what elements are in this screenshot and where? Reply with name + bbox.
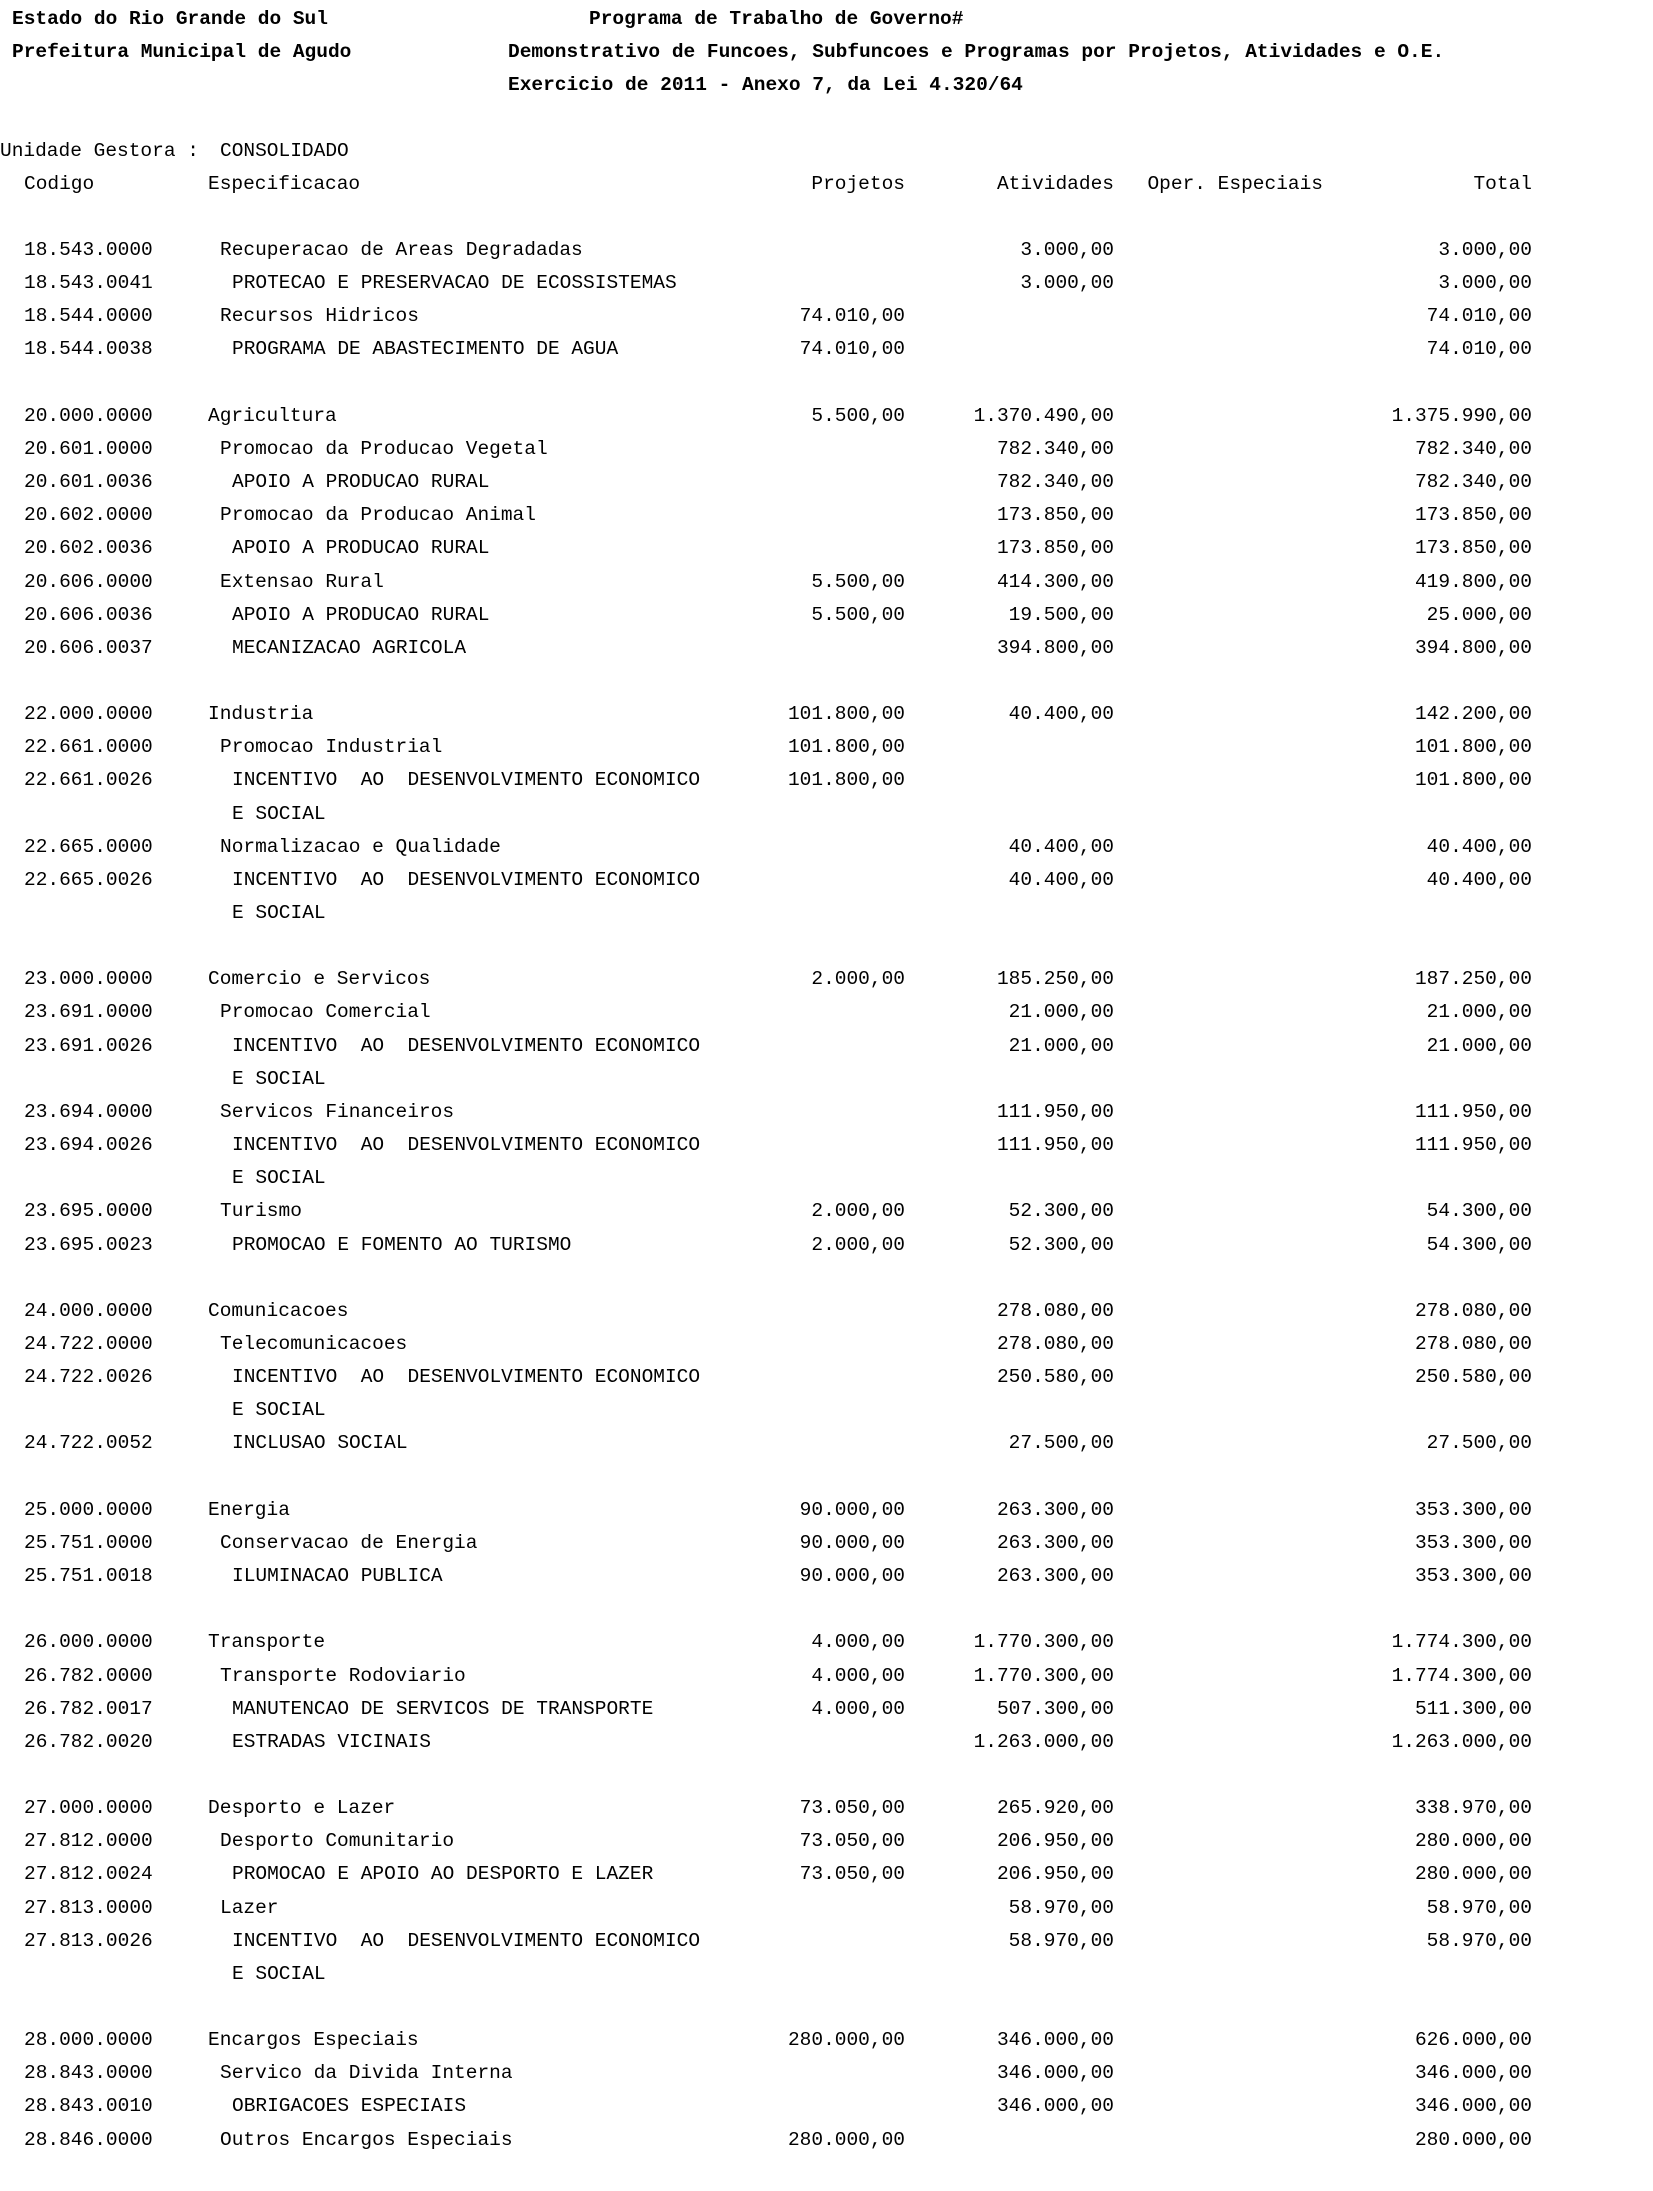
row-projects: 5.500,00 [811, 404, 905, 427]
row-projects: 2.000,00 [811, 1200, 905, 1223]
row-code: 20.606.0037 [24, 636, 153, 659]
row-spec: Desporto e Lazer [208, 1797, 396, 1819]
row-activities: 346.000,00 [996, 2062, 1114, 2085]
row-spec: Promocao da Producao Vegetal [220, 437, 548, 460]
row-code: 28.000.0000 [24, 2029, 153, 2052]
row-spec: OBRIGACOES ESPECIAIS [232, 2095, 467, 2118]
row-total: 25.000,00 [1426, 603, 1532, 626]
row-total: 353.300,00 [1414, 1498, 1532, 1521]
row-activities: 111.950,00 [996, 1134, 1114, 1156]
row-projects: 90.000,00 [799, 1498, 905, 1521]
row-projects: 4.000,00 [811, 1697, 905, 1720]
column-header-code: Codigo [24, 173, 95, 195]
row-activities: 27.500,00 [1008, 1432, 1114, 1455]
table-row [0, 305, 1653, 338]
row-code: 23.691.0026 [24, 1034, 153, 1057]
table-row [0, 571, 1653, 604]
row-spec: E SOCIAL [232, 1167, 326, 1190]
row-spec: INCENTIVO AO DESENVOLVIMENTO ECONOMICO [232, 769, 701, 792]
row-total: 280.000,00 [1414, 1863, 1532, 1886]
row-code: 20.601.0000 [24, 437, 153, 460]
row-code: 20.606.0000 [24, 570, 153, 593]
table-row [0, 1565, 1653, 1598]
row-spec: PROMOCAO E FOMENTO AO TURISMO [232, 1233, 572, 1256]
row-spec: INCENTIVO AO DESENVOLVIMENTO ECONOMICO [232, 1034, 701, 1057]
row-spec: Encargos Especiais [208, 2029, 419, 2052]
row-activities: 1.770.300,00 [973, 1631, 1114, 1654]
row-total: 187.250,00 [1414, 968, 1532, 991]
row-spec: ESTRADAS VICINAIS [232, 1730, 431, 1753]
row-total: 27.500,00 [1426, 1432, 1532, 1455]
row-activities: 263.300,00 [996, 1498, 1114, 1521]
table-row [0, 836, 1653, 869]
row-code: 23.694.0026 [24, 1134, 153, 1156]
row-spec: INCENTIVO AO DESENVOLVIMENTO ECONOMICO [232, 1929, 701, 1952]
row-activities: 414.300,00 [996, 570, 1114, 593]
row-projects: 2.000,00 [811, 968, 905, 991]
row-total: 626.000,00 [1414, 2029, 1532, 2052]
row-activities: 394.800,00 [996, 636, 1114, 659]
row-code: 20.601.0036 [24, 471, 153, 493]
column-header-activities: Atividades [996, 173, 1114, 195]
row-code: 26.782.0000 [24, 1664, 153, 1687]
row-code: 27.000.0000 [24, 1797, 153, 1819]
row-code: 28.843.0010 [24, 2095, 153, 2118]
row-spec: PROMOCAO E APOIO AO DESPORTO E LAZER [232, 1863, 654, 1886]
row-code: 20.602.0000 [24, 504, 153, 527]
row-spec: Promocao Comercial [220, 1001, 431, 1024]
row-activities: 782.340,00 [996, 437, 1114, 460]
table-row [0, 1035, 1653, 1068]
table-row [0, 1863, 1653, 1896]
row-total: 1.375.990,00 [1391, 404, 1532, 427]
table-row [0, 1333, 1653, 1366]
table-row [0, 1001, 1653, 1034]
row-activities: 185.250,00 [996, 968, 1114, 991]
table-row [0, 2062, 1653, 2095]
row-projects: 73.050,00 [799, 1797, 905, 1819]
table-row [0, 1432, 1653, 1465]
row-spec: Agricultura [208, 404, 337, 427]
row-activities: 40.400,00 [1008, 835, 1114, 858]
row-activities: 21.000,00 [1008, 1001, 1114, 1024]
table-row [0, 1399, 1653, 1432]
row-projects: 4.000,00 [811, 1631, 905, 1654]
row-spec: MANUTENCAO DE SERVICOS DE TRANSPORTE [232, 1697, 654, 1720]
row-total: 173.850,00 [1414, 504, 1532, 527]
row-code: 28.846.0000 [24, 2128, 153, 2151]
row-total: 173.850,00 [1414, 537, 1532, 560]
row-activities: 278.080,00 [996, 1333, 1114, 1355]
row-total: 111.950,00 [1414, 1134, 1532, 1156]
row-code: 20.000.0000 [24, 404, 153, 427]
row-activities: 346.000,00 [996, 2029, 1114, 2052]
row-spec: INCENTIVO AO DESENVOLVIMENTO ECONOMICO [232, 1134, 701, 1156]
table-row [0, 1101, 1653, 1134]
row-total: 101.800,00 [1414, 736, 1532, 759]
row-activities: 19.500,00 [1008, 603, 1114, 626]
row-spec: APOIO A PRODUCAO RURAL [232, 471, 490, 493]
table-row [0, 902, 1653, 935]
report-subtitle: Demonstrativo de Funcoes, Subfuncoes e Programas por Projetos, Atividades e O.E. [508, 41, 1445, 63]
row-code: 26.782.0020 [24, 1730, 153, 1753]
table-row [0, 405, 1653, 438]
row-projects: 2.000,00 [811, 1233, 905, 1256]
row-code: 23.694.0000 [24, 1100, 153, 1123]
row-total: 278.080,00 [1414, 1333, 1532, 1355]
row-code: 23.000.0000 [24, 968, 153, 991]
row-spec: Promocao Industrial [220, 736, 443, 759]
table-row [0, 1167, 1653, 1200]
row-spec: INCLUSAO SOCIAL [232, 1432, 408, 1455]
table-row [0, 736, 1653, 769]
row-total: 353.300,00 [1414, 1565, 1532, 1587]
row-activities: 52.300,00 [1008, 1200, 1114, 1223]
row-total: 280.000,00 [1414, 2128, 1532, 2151]
row-spec: E SOCIAL [232, 802, 326, 825]
row-spec: Servicos Financeiros [220, 1100, 455, 1123]
table-row [0, 1963, 1653, 1996]
table-row [0, 438, 1653, 471]
table-row [0, 1200, 1653, 1233]
table-row [0, 1797, 1653, 1830]
row-spec: E SOCIAL [232, 1067, 326, 1090]
table-row [0, 338, 1653, 371]
row-total: 40.400,00 [1426, 868, 1532, 891]
row-projects: 4.000,00 [811, 1664, 905, 1687]
row-code: 22.000.0000 [24, 703, 153, 726]
row-code: 26.782.0017 [24, 1697, 153, 1720]
state-name: Estado do Rio Grande do Sul [12, 8, 328, 30]
row-code: 27.813.0026 [24, 1929, 153, 1952]
row-projects: 90.000,00 [799, 1531, 905, 1554]
table-row [0, 2029, 1653, 2062]
table-row [0, 1499, 1653, 1532]
row-projects: 73.050,00 [799, 1830, 905, 1853]
row-activities: 173.850,00 [996, 504, 1114, 527]
row-code: 26.000.0000 [24, 1631, 153, 1654]
row-spec: Recuperacao de Areas Degradadas [220, 239, 583, 261]
row-code: 25.000.0000 [24, 1498, 153, 1521]
row-spec: Telecomunicacoes [220, 1333, 408, 1355]
row-activities: 52.300,00 [1008, 1233, 1114, 1256]
row-spec: E SOCIAL [232, 1399, 326, 1422]
row-projects: 5.500,00 [811, 603, 905, 626]
row-activities: 782.340,00 [996, 471, 1114, 493]
table-row [0, 968, 1653, 1001]
row-spec: Comunicacoes [208, 1299, 349, 1322]
row-code: 22.665.0000 [24, 835, 153, 858]
table-row [0, 471, 1653, 504]
row-activities: 1.263.000,00 [973, 1730, 1114, 1753]
row-spec: Servico da Divida Interna [220, 2062, 513, 2085]
table-row [0, 869, 1653, 902]
row-total: 74.010,00 [1426, 338, 1532, 361]
row-total: 1.774.300,00 [1391, 1664, 1532, 1687]
row-total: 1.263.000,00 [1391, 1730, 1532, 1753]
row-total: 74.010,00 [1426, 305, 1532, 328]
table-row [0, 504, 1653, 537]
row-code: 25.751.0018 [24, 1565, 153, 1587]
row-total: 346.000,00 [1414, 2095, 1532, 2118]
table-row [0, 2095, 1653, 2128]
row-activities: 21.000,00 [1008, 1034, 1114, 1057]
table-row [0, 1300, 1653, 1333]
row-code: 27.813.0000 [24, 1896, 153, 1919]
table-row [0, 1234, 1653, 1267]
row-projects: 74.010,00 [799, 338, 905, 361]
row-total: 353.300,00 [1414, 1531, 1532, 1554]
row-code: 18.543.0000 [24, 239, 153, 261]
report-exercise: Exercicio de 2011 - Anexo 7, da Lei 4.320/64 [508, 74, 1023, 96]
row-total: 3.000,00 [1438, 239, 1532, 261]
row-spec: INCENTIVO AO DESENVOLVIMENTO ECONOMICO [232, 868, 701, 891]
row-projects: 101.800,00 [787, 703, 905, 726]
table-row [0, 537, 1653, 570]
row-spec: Extensao Rural [220, 570, 384, 593]
municipality-name: Prefeitura Municipal de Agudo [12, 41, 352, 63]
row-spec: INCENTIVO AO DESENVOLVIMENTO ECONOMICO [232, 1366, 701, 1389]
row-code: 20.606.0036 [24, 603, 153, 626]
row-total: 101.800,00 [1414, 769, 1532, 792]
table-row [0, 604, 1653, 637]
row-projects: 101.800,00 [787, 736, 905, 759]
row-total: 511.300,00 [1414, 1697, 1532, 1720]
row-activities: 206.950,00 [996, 1830, 1114, 1853]
row-code: 18.544.0038 [24, 338, 153, 361]
row-code: 23.695.0000 [24, 1200, 153, 1223]
row-total: 782.340,00 [1414, 437, 1532, 460]
table-row [0, 803, 1653, 836]
row-activities: 507.300,00 [996, 1697, 1114, 1720]
row-total: 782.340,00 [1414, 471, 1532, 493]
row-projects: 280.000,00 [787, 2029, 905, 2052]
table-row [0, 1532, 1653, 1565]
table-row [0, 1366, 1653, 1399]
row-spec: APOIO A PRODUCAO RURAL [232, 537, 490, 560]
row-spec: PROGRAMA DE ABASTECIMENTO DE AGUA [232, 338, 619, 361]
row-activities: 263.300,00 [996, 1531, 1114, 1554]
column-header-projects: Projetos [811, 173, 905, 195]
table-row [0, 1731, 1653, 1764]
row-activities: 40.400,00 [1008, 703, 1114, 726]
row-projects: 90.000,00 [799, 1565, 905, 1587]
row-spec: Promocao da Producao Animal [220, 504, 536, 527]
table-row [0, 1631, 1653, 1664]
row-total: 58.970,00 [1426, 1929, 1532, 1952]
row-spec: Transporte [208, 1631, 326, 1654]
row-total: 142.200,00 [1414, 703, 1532, 726]
row-total: 250.580,00 [1414, 1366, 1532, 1389]
row-spec: ILUMINACAO PUBLICA [232, 1565, 443, 1587]
table-row [0, 272, 1653, 305]
table-row [0, 1068, 1653, 1101]
table-row [0, 1134, 1653, 1167]
row-spec: Outros Encargos Especiais [220, 2128, 513, 2151]
row-code: 27.812.0024 [24, 1863, 153, 1886]
row-code: 23.695.0023 [24, 1233, 153, 1256]
row-activities: 346.000,00 [996, 2095, 1114, 2118]
row-code: 18.543.0041 [24, 272, 153, 295]
row-spec: Turismo [220, 1200, 302, 1223]
column-header-spec: Especificacao [208, 173, 361, 195]
row-total: 54.300,00 [1426, 1200, 1532, 1223]
row-activities: 3.000,00 [1020, 272, 1114, 295]
row-projects: 101.800,00 [787, 769, 905, 792]
row-activities: 173.850,00 [996, 537, 1114, 560]
row-total: 21.000,00 [1426, 1034, 1532, 1057]
row-activities: 111.950,00 [996, 1100, 1114, 1123]
row-total: 21.000,00 [1426, 1001, 1532, 1024]
row-total: 58.970,00 [1426, 1896, 1532, 1919]
table-row [0, 1897, 1653, 1930]
row-projects: 73.050,00 [799, 1863, 905, 1886]
row-activities: 1.370.490,00 [973, 404, 1114, 427]
row-code: 25.751.0000 [24, 1531, 153, 1554]
row-spec: E SOCIAL [232, 1962, 326, 1985]
row-spec: Energia [208, 1498, 290, 1521]
row-code: 22.661.0026 [24, 769, 153, 792]
row-activities: 206.950,00 [996, 1863, 1114, 1886]
row-total: 346.000,00 [1414, 2062, 1532, 2085]
row-total: 3.000,00 [1438, 272, 1532, 295]
row-spec: Transporte Rodoviario [220, 1664, 466, 1687]
row-projects: 74.010,00 [799, 305, 905, 328]
row-spec: Lazer [220, 1896, 279, 1919]
table-row [0, 2129, 1653, 2162]
row-spec: MECANIZACAO AGRICOLA [232, 636, 467, 659]
table-row [0, 1830, 1653, 1863]
column-header-special: Oper. Especiais [1147, 173, 1323, 195]
row-activities: 58.970,00 [1008, 1929, 1114, 1952]
row-total: 419.800,00 [1414, 570, 1532, 593]
row-code: 22.661.0000 [24, 736, 153, 759]
row-total: 40.400,00 [1426, 835, 1532, 858]
row-activities: 3.000,00 [1020, 239, 1114, 261]
row-spec: Recursos Hidricos [220, 305, 419, 328]
row-total: 111.950,00 [1414, 1100, 1532, 1123]
table-row [0, 1698, 1653, 1731]
row-activities: 263.300,00 [996, 1565, 1114, 1587]
row-activities: 250.580,00 [996, 1366, 1114, 1389]
row-code: 23.691.0000 [24, 1001, 153, 1024]
unit-value: CONSOLIDADO [220, 140, 349, 162]
row-spec: Industria [208, 703, 314, 726]
column-header-total: Total [1473, 173, 1532, 195]
row-spec: E SOCIAL [232, 902, 326, 924]
row-activities: 278.080,00 [996, 1299, 1114, 1322]
row-activities: 1.770.300,00 [973, 1664, 1114, 1687]
row-spec: Conservacao de Energia [220, 1531, 478, 1554]
row-total: 54.300,00 [1426, 1233, 1532, 1256]
row-spec: Normalizacao e Qualidade [220, 835, 501, 858]
row-code: 18.544.0000 [24, 305, 153, 328]
row-total: 278.080,00 [1414, 1299, 1532, 1322]
row-code: 24.722.0026 [24, 1366, 153, 1389]
report-title: Programa de Trabalho de Governo# [589, 8, 964, 30]
row-total: 280.000,00 [1414, 1830, 1532, 1853]
row-code: 27.812.0000 [24, 1830, 153, 1853]
table-row [0, 637, 1653, 670]
row-total: 1.774.300,00 [1391, 1631, 1532, 1654]
row-activities: 265.920,00 [996, 1797, 1114, 1819]
row-code: 22.665.0026 [24, 868, 153, 891]
row-total: 394.800,00 [1414, 636, 1532, 659]
row-projects: 5.500,00 [811, 570, 905, 593]
row-spec: Desporto Comunitario [220, 1830, 455, 1853]
row-projects: 280.000,00 [787, 2128, 905, 2151]
row-spec: Comercio e Servicos [208, 968, 431, 991]
table-row [0, 239, 1653, 272]
row-code: 28.843.0000 [24, 2062, 153, 2085]
row-activities: 58.970,00 [1008, 1896, 1114, 1919]
row-spec: APOIO A PRODUCAO RURAL [232, 603, 490, 626]
row-code: 24.722.0000 [24, 1333, 153, 1355]
table-row [0, 769, 1653, 802]
row-code: 24.000.0000 [24, 1299, 153, 1322]
row-activities: 40.400,00 [1008, 868, 1114, 891]
row-spec: PROTECAO E PRESERVACAO DE ECOSSISTEMAS [232, 272, 677, 295]
table-row [0, 703, 1653, 736]
row-total: 338.970,00 [1414, 1797, 1532, 1819]
table-row [0, 1665, 1653, 1698]
row-code: 24.722.0052 [24, 1432, 153, 1455]
column-header-row [0, 173, 1653, 206]
row-code: 20.602.0036 [24, 537, 153, 560]
unit-label: Unidade Gestora : [0, 140, 199, 162]
table-row [0, 1930, 1653, 1963]
